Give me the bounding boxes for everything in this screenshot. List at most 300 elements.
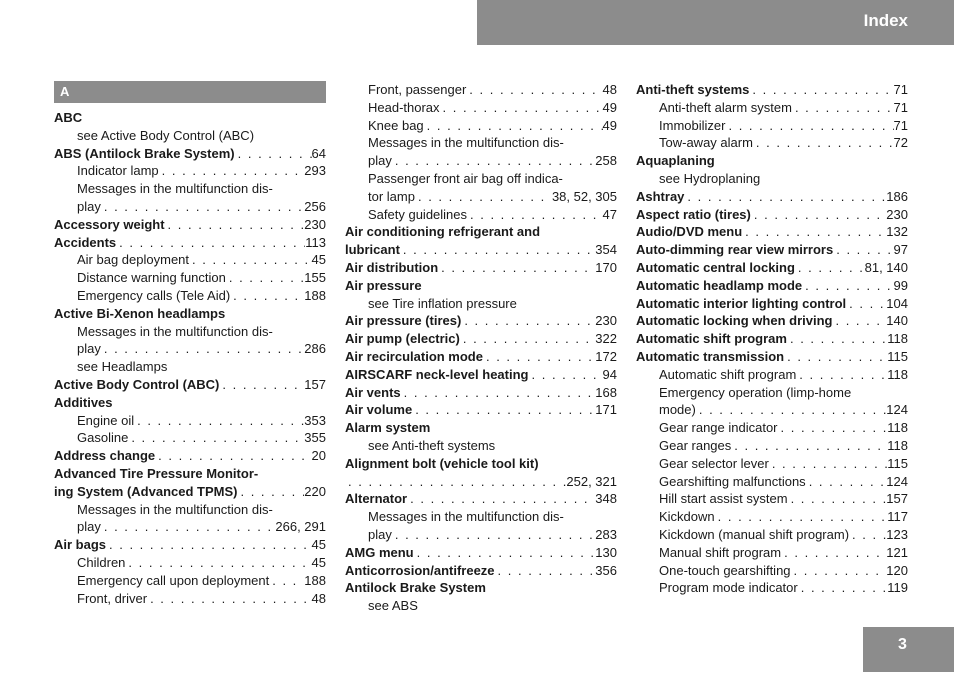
index-entry <box>54 145 326 163</box>
entry-term: AMG menu <box>345 544 414 560</box>
index-entry <box>345 223 617 241</box>
entry-page-ref: 99 <box>893 277 908 293</box>
dot-leader <box>751 206 886 224</box>
dot-leader <box>696 401 886 419</box>
entry-term: Auto-dimming rear view mirrors <box>636 242 834 258</box>
entry-term: Messages in the multifunction dis- <box>368 135 564 151</box>
entry-term: Messages in the multifunction dis- <box>368 509 564 525</box>
dot-leader <box>415 188 552 206</box>
index-entry <box>636 259 908 277</box>
entry-term: Automatic shift program <box>636 331 787 347</box>
index-entry <box>345 366 617 384</box>
entry-page-ref: 117 <box>887 509 908 525</box>
entry-page-ref: 256 <box>304 198 326 214</box>
index-entry <box>54 465 326 483</box>
entry-term: Anti-theft systems <box>636 82 750 97</box>
index-entry <box>345 348 617 366</box>
entry-term: lubricant <box>345 242 400 258</box>
index-entry <box>345 562 617 580</box>
dot-leader <box>438 259 595 277</box>
index-subentry <box>345 152 617 170</box>
index-entry <box>54 234 326 252</box>
entry-page-ref: 124 <box>886 473 908 489</box>
dot-leader <box>134 412 304 430</box>
entry-term: ABC <box>54 110 83 125</box>
dot-leader <box>269 572 304 590</box>
dot-leader <box>791 562 887 580</box>
index-subentry <box>345 134 617 152</box>
entry-term: Indicator lamp <box>77 163 159 179</box>
dot-leader <box>412 401 595 419</box>
entry-page-ref: 72 <box>893 135 908 151</box>
entry-term: Distance warning function <box>77 270 226 286</box>
entry-term: Immobilizer <box>659 117 726 133</box>
index-entry <box>345 312 617 330</box>
entry-page-ref: 49 <box>602 117 617 133</box>
entry-term: see Hydroplaning <box>659 170 761 186</box>
dot-leader <box>440 99 603 117</box>
index-entry <box>54 305 326 323</box>
entry-page-ref: 47 <box>602 206 617 222</box>
index-entry <box>54 536 326 554</box>
entry-term: see Anti-theft systems <box>368 437 496 453</box>
entry-term: Air volume <box>345 402 413 418</box>
index-entry <box>54 376 326 394</box>
dot-leader <box>392 152 595 170</box>
dot-leader <box>796 366 887 384</box>
index-column-2 <box>345 81 617 615</box>
dot-leader <box>345 473 566 491</box>
dot-leader <box>230 287 304 305</box>
entry-page-ref: 286 <box>304 341 326 357</box>
index-entry <box>636 206 908 224</box>
entry-term: Air distribution <box>345 259 439 275</box>
index-entry <box>636 277 908 295</box>
entry-term: Ashtray <box>636 188 685 204</box>
index-entry <box>636 330 908 348</box>
entry-term: Kickdown <box>659 509 715 525</box>
entry-page-ref: 45 <box>311 252 326 268</box>
entry-term: Air pump (electric) <box>345 331 460 347</box>
entry-term: Gear ranges <box>659 437 732 453</box>
dot-leader <box>788 490 887 508</box>
index-entry <box>54 216 326 234</box>
index-subentry <box>54 572 326 590</box>
entry-term: Safety guidelines <box>368 206 468 222</box>
dot-leader <box>106 536 312 554</box>
dot-leader <box>795 259 865 277</box>
entry-page-ref: 71 <box>893 117 908 133</box>
entry-page-ref: 188 <box>304 572 326 588</box>
entry-page-ref: 64 <box>311 145 326 161</box>
entry-page-ref: 157 <box>304 376 326 392</box>
dot-leader <box>792 99 894 117</box>
entry-term: Active Bi-Xenon headlamps <box>54 305 226 321</box>
entry-term: One-touch gearshifting <box>659 562 791 578</box>
dot-leader <box>849 526 886 544</box>
dot-leader <box>769 455 887 473</box>
index-subentry <box>636 366 908 384</box>
entry-term: see Active Body Control (ABC) <box>77 127 255 143</box>
dot-leader <box>749 81 893 99</box>
entry-term: Program mode indicator <box>659 580 798 596</box>
entry-term: see Headlamps <box>77 359 168 375</box>
entry-term: Alignment bolt (vehicle tool kit) <box>345 455 539 471</box>
entry-term: Head-thorax <box>368 99 440 115</box>
dot-leader <box>684 188 886 206</box>
dot-leader <box>467 206 603 224</box>
entry-term: Audio/DVD menu <box>636 224 743 240</box>
index-entry <box>54 447 326 465</box>
index-subentry <box>636 437 908 455</box>
entry-page-ref: 38, 52, 305 <box>551 188 617 204</box>
index-subentry <box>345 99 617 117</box>
entry-term: Messages in the multifunction dis- <box>77 501 273 517</box>
entry-page-ref: 45 <box>311 554 326 570</box>
index-column-1 <box>54 81 326 607</box>
entry-term: Air recirculation mode <box>345 348 483 364</box>
entry-term: play <box>77 519 101 535</box>
index-entry <box>636 241 908 259</box>
dot-leader <box>466 81 602 99</box>
entry-page-ref: 355 <box>304 430 326 446</box>
entry-page-ref: 48 <box>311 590 326 606</box>
entry-page-ref: 121 <box>886 544 908 560</box>
dot-leader <box>101 518 276 536</box>
index-subentry <box>345 170 617 188</box>
entry-page-ref: 322 <box>595 331 617 347</box>
index-entry <box>54 109 326 127</box>
index-entry <box>345 473 617 491</box>
index-entry <box>636 152 908 170</box>
dot-leader <box>495 562 596 580</box>
entry-term: Tow-away alarm <box>659 135 753 151</box>
entry-term: Emergency operation (limp-home <box>659 384 852 400</box>
index-subentry <box>636 544 908 562</box>
entry-page-ref: 168 <box>595 384 617 400</box>
entry-page-ref: 49 <box>602 99 617 115</box>
dot-leader <box>116 234 305 252</box>
index-entry <box>636 188 908 206</box>
entry-term: Alarm system <box>345 420 431 436</box>
entry-page-ref: 155 <box>304 270 326 286</box>
dot-leader <box>125 554 311 572</box>
index-subentry <box>345 437 617 455</box>
index-subentry <box>54 127 326 145</box>
index-entry <box>345 259 617 277</box>
index-subentry <box>54 340 326 358</box>
entry-term: Accessory weight <box>54 216 165 232</box>
index-subentry <box>345 81 617 99</box>
index-subentry <box>345 526 617 544</box>
entry-term: Automatic interior lighting control <box>636 295 847 311</box>
dot-leader <box>461 312 595 330</box>
index-subentry <box>636 117 908 135</box>
dot-leader <box>101 340 304 358</box>
index-subentry <box>345 206 617 224</box>
index-subentry <box>636 473 908 491</box>
index-subentry <box>345 508 617 526</box>
entry-term: Additives <box>54 394 113 410</box>
dot-leader <box>715 508 888 526</box>
index-entries-1 <box>54 109 326 607</box>
entry-term: Address change <box>54 448 156 464</box>
dot-leader <box>226 269 304 287</box>
index-subentry <box>345 188 617 206</box>
entry-term: Automatic transmission <box>636 348 785 364</box>
entry-page-ref: 104 <box>886 295 908 311</box>
entry-page-ref: 20 <box>311 448 326 464</box>
entry-page-ref: 230 <box>886 206 908 222</box>
index-subentry <box>54 251 326 269</box>
entry-page-ref: 283 <box>595 526 617 542</box>
index-subentry <box>636 562 908 580</box>
index-entry <box>636 312 908 330</box>
index-subentry <box>636 384 908 402</box>
index-entry <box>345 544 617 562</box>
dot-leader <box>189 251 312 269</box>
index-subentry <box>54 501 326 519</box>
entry-term: Gear selector lever <box>659 455 769 471</box>
index-entry <box>345 419 617 437</box>
entry-term: Messages in the multifunction dis- <box>77 323 273 339</box>
entry-page-ref: 71 <box>893 99 908 115</box>
entry-term: Knee bag <box>368 117 424 133</box>
index-subentry <box>636 579 908 597</box>
entry-page-ref: 118 <box>887 331 908 347</box>
dot-leader <box>235 145 312 163</box>
entry-page-ref: 115 <box>887 348 908 364</box>
entry-term: play <box>368 526 392 542</box>
dot-leader <box>101 198 304 216</box>
index-subentry <box>54 412 326 430</box>
entry-page-ref: 118 <box>887 420 908 436</box>
entry-term: play <box>77 198 101 214</box>
entry-page-ref: 170 <box>595 259 617 275</box>
index-subentry <box>54 590 326 608</box>
entry-term: Hill start assist system <box>659 491 788 507</box>
dot-leader <box>833 241 893 259</box>
index-subentry <box>636 419 908 437</box>
index-subentry <box>345 597 617 615</box>
dot-leader <box>128 429 304 447</box>
entry-page-ref: 81, 140 <box>864 259 908 275</box>
entry-term: Anti-theft alarm system <box>659 99 792 115</box>
page-number-box <box>863 627 954 672</box>
entry-page-ref: 353 <box>304 412 326 428</box>
entry-page-ref: 118 <box>887 437 908 453</box>
entry-term: Emergency call upon deployment <box>77 572 270 588</box>
entry-term: mode) <box>659 402 696 418</box>
entry-page-ref: 356 <box>595 562 617 578</box>
entry-term: Gearshifting malfunctions <box>659 473 806 489</box>
entry-page-ref: 71 <box>893 82 908 97</box>
entry-page-ref: 266, 291 <box>275 519 326 535</box>
entry-page-ref: 172 <box>595 348 617 364</box>
dot-leader <box>529 366 603 384</box>
entry-term: Anticorrosion/antifreeze <box>345 562 495 578</box>
dot-leader <box>219 376 304 394</box>
entry-term: play <box>368 153 392 169</box>
entry-term: Air pressure (tires) <box>345 313 462 329</box>
dot-leader <box>165 216 305 234</box>
dot-leader <box>802 277 893 295</box>
dot-leader <box>147 590 311 608</box>
entry-page-ref: 293 <box>304 163 326 179</box>
dot-leader <box>846 295 886 313</box>
dot-leader <box>407 490 595 508</box>
dot-leader <box>159 162 305 180</box>
dot-leader <box>832 312 886 330</box>
entry-page-ref: 354 <box>595 242 617 258</box>
entry-term: Automatic shift program <box>659 366 797 382</box>
entry-term: Automatic locking when driving <box>636 313 833 329</box>
entry-page-ref: 120 <box>886 562 908 578</box>
index-subentry <box>636 99 908 117</box>
entry-page-ref: 220 <box>304 483 326 499</box>
dot-leader <box>742 223 886 241</box>
index-subentry <box>636 455 908 473</box>
index-entry <box>345 490 617 508</box>
index-entry <box>636 295 908 313</box>
entry-term: Front, passenger <box>368 82 467 97</box>
index-entry <box>345 455 617 473</box>
entry-term: Passenger front air bag off indica- <box>368 170 563 186</box>
entry-page-ref: 118 <box>887 366 908 382</box>
dot-leader <box>237 483 304 501</box>
index-entry <box>636 348 908 366</box>
index-subentry <box>636 134 908 152</box>
dot-leader <box>424 117 603 135</box>
dot-leader <box>753 134 894 152</box>
entry-term: tor lamp <box>368 188 415 204</box>
index-subentry <box>636 170 908 188</box>
index-subentry <box>54 358 326 376</box>
entry-term: AIRSCARF neck-level heating <box>345 366 529 382</box>
index-subentry <box>54 429 326 447</box>
entry-page-ref: 157 <box>886 491 908 507</box>
index-entry <box>345 277 617 295</box>
dot-leader <box>725 117 893 135</box>
entry-term: Air pressure <box>345 277 422 293</box>
entry-term: see Tire inflation pressure <box>368 295 517 311</box>
entry-term: Active Body Control (ABC) <box>54 376 220 392</box>
index-entry <box>54 483 326 501</box>
index-subentry <box>636 490 908 508</box>
entry-term: Air bags <box>54 537 107 553</box>
entry-term: Air vents <box>345 384 401 400</box>
index-entry <box>345 579 617 597</box>
entry-term: Emergency calls (Tele Aid) <box>77 287 231 303</box>
entry-page-ref: 115 <box>887 455 908 471</box>
entry-page-ref: 230 <box>304 216 326 232</box>
index-entry <box>345 401 617 419</box>
index-entry <box>345 384 617 402</box>
index-subentry <box>54 323 326 341</box>
index-subentry <box>345 117 617 135</box>
index-subentry <box>636 526 908 544</box>
entry-term: play <box>77 341 101 357</box>
entry-page-ref: 119 <box>887 580 908 596</box>
dot-leader <box>400 241 595 259</box>
dot-leader <box>483 348 595 366</box>
dot-leader <box>781 544 886 562</box>
index-entry <box>54 394 326 412</box>
entry-page-ref: 258 <box>595 153 617 169</box>
dot-leader <box>778 419 888 437</box>
entry-page-ref: 188 <box>304 287 326 303</box>
dot-leader <box>784 348 887 366</box>
dot-leader <box>392 526 595 544</box>
entry-page-ref: 113 <box>305 234 326 250</box>
entry-term: Air conditioning refrigerant and <box>345 224 541 240</box>
dot-leader <box>806 473 887 491</box>
entry-term: Manual shift program <box>659 544 782 560</box>
index-entry <box>636 223 908 241</box>
entry-term: Gasoline <box>77 430 129 446</box>
entry-term: Automatic headlamp mode <box>636 277 803 293</box>
dot-leader <box>787 330 887 348</box>
dot-leader <box>155 447 311 465</box>
index-subentry <box>54 287 326 305</box>
dot-leader <box>798 579 888 597</box>
entry-term: Gear range indicator <box>659 420 778 436</box>
entry-page-ref: 123 <box>886 526 908 542</box>
index-subentry <box>54 180 326 198</box>
index-column-3 <box>636 81 908 597</box>
index-subentry <box>54 269 326 287</box>
entry-term: Alternator <box>345 491 408 507</box>
entry-term: Messages in the multifunction dis- <box>77 181 273 197</box>
dot-leader <box>401 384 596 402</box>
entry-term: Antilock Brake System <box>345 580 486 596</box>
entry-page-ref: 140 <box>886 313 908 329</box>
index-entries-3 <box>636 81 908 597</box>
entry-term: Air bag deployment <box>77 252 190 268</box>
dot-leader <box>414 544 596 562</box>
entry-page-ref: 124 <box>886 402 908 418</box>
entry-term: see ABS <box>368 598 418 614</box>
entry-term: Aspect ratio (tires) <box>636 206 751 222</box>
entry-page-ref: 171 <box>595 402 617 418</box>
entry-page-ref: 97 <box>893 242 908 258</box>
header-bar <box>477 0 954 45</box>
section-letter-bar: A <box>54 81 326 103</box>
entry-term: Kickdown (manual shift program) <box>659 526 850 542</box>
entry-term: Engine oil <box>77 412 135 428</box>
entry-page-ref: 252, 321 <box>566 473 617 489</box>
index-entry <box>636 81 908 99</box>
entry-page-ref: 48 <box>602 82 617 97</box>
index-subentry <box>636 508 908 526</box>
entry-term: Advanced Tire Pressure Monitor- <box>54 465 259 481</box>
entry-page-ref: 45 <box>311 537 326 553</box>
entry-page-ref: 186 <box>886 188 908 204</box>
page-number: 3 <box>898 636 907 653</box>
entry-term: Automatic central locking <box>636 259 795 275</box>
dot-leader <box>731 437 887 455</box>
entry-term: Front, driver <box>77 590 148 606</box>
index-entry <box>345 241 617 259</box>
index-subentry <box>54 518 326 536</box>
entry-term: Accidents <box>54 234 117 250</box>
index-entry <box>345 330 617 348</box>
entry-page-ref: 132 <box>886 224 908 240</box>
entry-term: ing System (Advanced TPMS) <box>54 483 238 499</box>
dot-leader <box>460 330 595 348</box>
entry-term: ABS (Antilock Brake System) <box>54 145 235 161</box>
index-subentry <box>345 295 617 313</box>
